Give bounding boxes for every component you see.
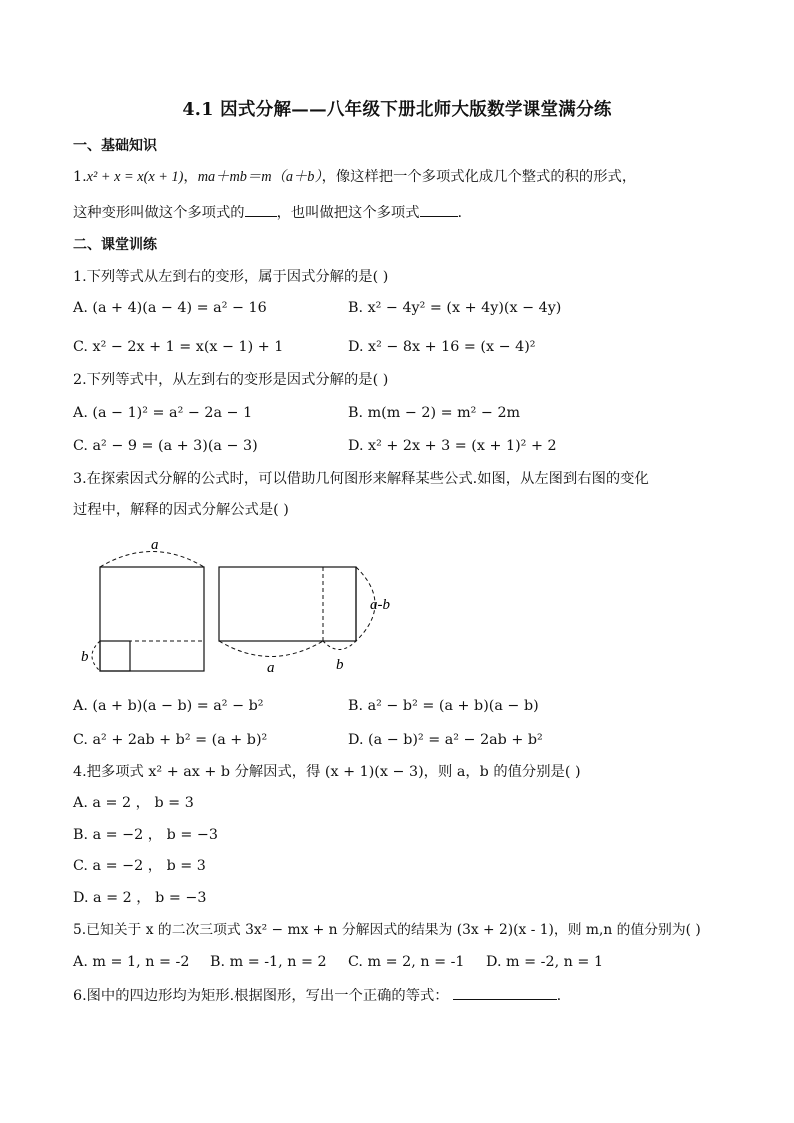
q4-stem: 4.把多项式 x² + ax + b 分解因式，得 (x + 1)(x − 3)，则 a，b 的值分别是( ) (73, 764, 581, 780)
basic-question-text2c: . (457, 205, 463, 221)
label-b-bottom: b (336, 657, 344, 673)
q6-line (73, 985, 561, 1006)
right-rectangle (219, 567, 356, 641)
q2-option-a[interactable]: A. (a − 1)² = a² − 2a − 1 (73, 405, 253, 421)
label-a-top: a (151, 537, 159, 553)
q4-option-b[interactable]: B. a = −2 ， b = −3 (73, 827, 218, 843)
q1-option-b[interactable]: B. x² − 4y² = (x + 4y)(x − 4y) (348, 300, 562, 316)
q3-figure (78, 530, 408, 684)
q6-end: . (556, 988, 562, 1004)
q4-option-a[interactable]: A. a = 2 ， b = 3 (73, 795, 194, 811)
label-a-bottom: a (267, 660, 275, 676)
q5-option-d[interactable]: D. m = -2, n = 1 (486, 954, 604, 970)
basic-question-text2a: 这种变形叫做这个多项式的 (73, 205, 245, 221)
label-a-minus-b: a-b (370, 597, 390, 613)
arc-b-bottom (323, 641, 356, 650)
q3-option-d[interactable]: D. (a − b)² = a² − 2ab + b² (348, 732, 543, 748)
left-square (100, 567, 204, 671)
basic-question-math2: ma＋mb＝m（a＋b） (197, 169, 322, 185)
basic-question-number: 1. (73, 169, 87, 185)
q1-option-c[interactable]: C. x² − 2x + 1 = x(x − 1) + 1 (73, 339, 284, 355)
section-basic-knowledge: 一、基础知识 (73, 138, 157, 154)
q3-option-a[interactable]: A. (a + b)(a − b) = a² − b² (73, 698, 264, 714)
q2-option-d[interactable]: D. x² + 2x + 3 = (x + 1)² + 2 (348, 438, 557, 454)
q3-option-b[interactable]: B. a² − b² = (a + b)(a − b) (348, 698, 539, 714)
q3-figure-svg (78, 530, 408, 680)
q3-option-c[interactable]: C. a² + 2ab + b² = (a + b)² (73, 732, 268, 748)
q2-option-b[interactable]: B. m(m − 2) = m² − 2m (348, 405, 521, 421)
label-b-left: b (81, 649, 89, 665)
q1-stem: 1.下列等式从左到右的变形，属于因式分解的是( ) (73, 269, 389, 285)
q2-option-c[interactable]: C. a² − 9 = (a + 3)(a − 3) (73, 438, 258, 454)
answer-blank-1[interactable] (245, 202, 277, 217)
basic-question-line2 (73, 202, 462, 223)
arc-a-bottom (219, 641, 323, 657)
q5-option-c[interactable]: C. m = 2, n = -1 (348, 954, 465, 970)
q1-option-d[interactable]: D. x² − 8x + 16 = (x − 4)² (348, 339, 536, 355)
q4-option-d[interactable]: D. a = 2 ， b = −3 (73, 890, 207, 906)
arc-b-left (92, 641, 100, 671)
basic-question-text2b: ，也叫做把这个多项式 (276, 205, 420, 221)
q6-answer-blank[interactable] (453, 985, 557, 1000)
arc-a-top (100, 552, 204, 568)
q6-stem: 6.图中的四边形均为矩形.根据图形，写出一个正确的等式： (73, 988, 449, 1004)
basic-question-math1: x² + x = x(x + 1) (86, 169, 184, 185)
q3-stem-line2: 过程中，解释的因式分解公式是( ) (73, 502, 289, 518)
small-square-b (100, 641, 130, 671)
basic-question-line1: 1.x² + x = x(x + 1)，ma＋mb＝m（a＋b），像这样把一个多项式化成几个整式的积的形式， (73, 169, 637, 185)
section-classroom-practice: 二、课堂训练 (73, 237, 157, 253)
q5-option-b[interactable]: B. m = -1, n = 2 (210, 954, 327, 970)
q3-stem-line1: 3.在探索因式分解的公式时，可以借助几何图形来解释某些公式.如图，从左图到右图的变化 (73, 471, 649, 487)
q1-option-a[interactable]: A. (a + 4)(a − 4) = a² − 16 (73, 300, 267, 316)
q2-stem: 2.下列等式中，从左到右的变形是因式分解的是( ) (73, 372, 389, 388)
q5-stem: 5.已知关于 x 的二次三项式 3x² − mx + n 分解因式的结果为 (3x + 2)(x - 1)，则 m,n 的值分别为( ) (73, 922, 701, 938)
page-title: 4.1 因式分解——八年级下册北师大版数学课堂满分练 (182, 100, 612, 120)
basic-question-text1: ，像这样把一个多项式化成几个整式的积的形式， (321, 169, 637, 185)
answer-blank-2[interactable] (420, 202, 458, 217)
q5-option-a[interactable]: A. m = 1, n = -2 (73, 954, 190, 970)
q4-option-c[interactable]: C. a = −2 ， b = 3 (73, 858, 206, 874)
